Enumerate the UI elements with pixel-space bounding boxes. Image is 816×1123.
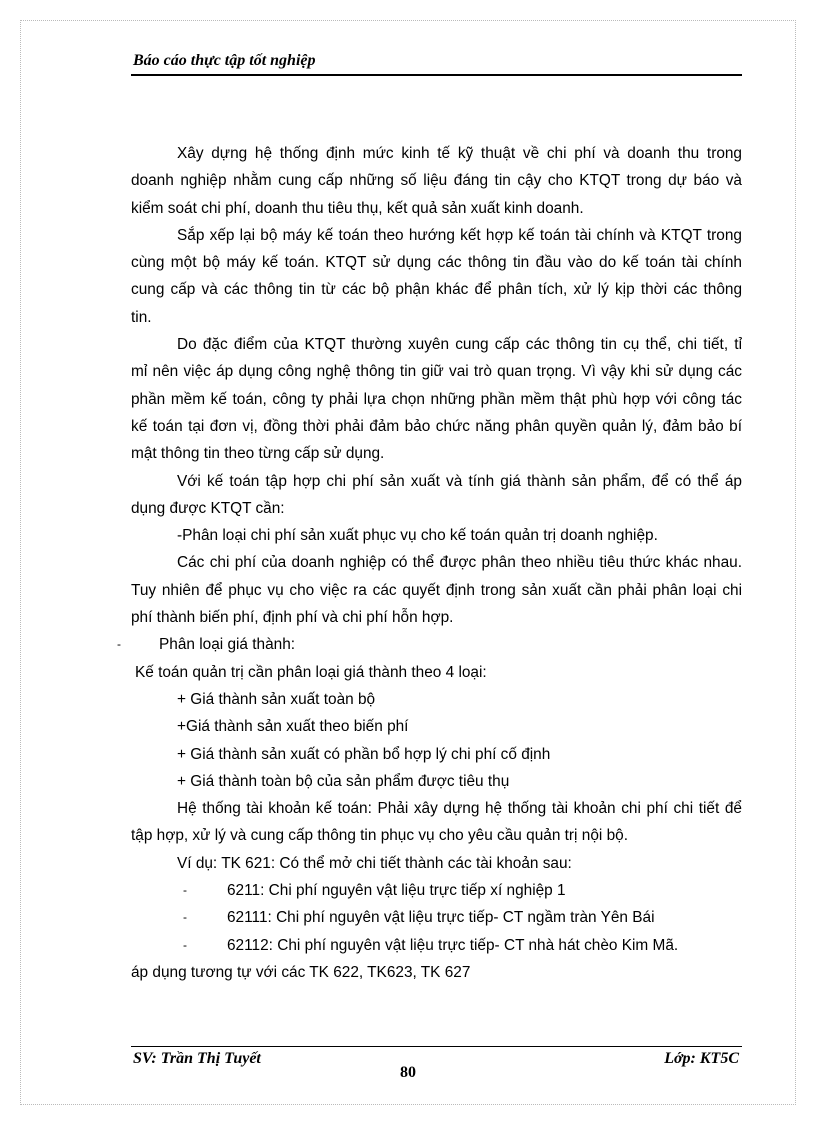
text-line: cùng một bộ máy kế toán. KTQT sử dụng các thông tin đầu vào do kế toán tài chính [131, 254, 742, 272]
account-item [131, 904, 742, 931]
header-title: Báo cáo thực tập tốt nghiệp [133, 52, 316, 69]
text-line: áp dụng tương tự với các TK 622, TK623, TK 627 [131, 963, 471, 981]
bullet-mark: - [183, 883, 187, 898]
text-line: Ví dụ: TK 621: Có thể mở chi tiết thành các tài khoản sau: [177, 854, 572, 872]
text-line: kế toán tại đơn vị, đồng thời phải đảm bảo chức năng phân quyền quản lý, đảm bảo bí [131, 417, 742, 435]
list-item: +Giá thành sản xuất theo biến phí [177, 718, 409, 736]
footer-student: SV: Trần Thị Tuyết [133, 1050, 261, 1067]
text-line: Với kế toán tập hợp chi phí sản xuất và tính giá thành sản phẩm, để có thể áp [177, 472, 742, 490]
account-text: 62112: Chi phí nguyên vật liệu trực tiếp- CT nhà hát chèo Kim Mã. [227, 936, 679, 954]
page-number: 80 [400, 1064, 416, 1081]
list-item: + Giá thành sản xuất có phần bổ hợp lý chi phí cố định [177, 745, 551, 763]
text-line: mỉ nên việc áp dụng công nghệ thông tin giữ vai trò quan trọng. Vì vậy khi sử dụng các [131, 363, 742, 381]
text-line: phần mềm kế toán, công ty phải lựa chọn những phần mềm thật phù hợp với công tác [131, 390, 742, 408]
text-line: cung cấp và các thông tin từ các bộ phận khác để phân tích, xử lý kịp thời các thông [131, 281, 742, 299]
bullet-mark: - [183, 910, 187, 925]
footer-rule [131, 1046, 742, 1047]
text-line: Các chi phí của doanh nghiệp có thể được phân theo nhiều tiêu thức khác nhau. [177, 554, 742, 572]
text-line: phí thành biến phí, định phí và chi phí hỗn hợp. [131, 609, 454, 627]
text-line: Sắp xếp lại bộ máy kế toán theo hướng kết hợp kế toán tài chính và KTQT trong [177, 226, 742, 244]
bullet-mark: - [117, 637, 121, 652]
heading-text: Phân loại giá thành: [159, 636, 296, 654]
footer-class: Lớp: KT5C [664, 1050, 739, 1067]
account-item [131, 932, 742, 959]
account-text: 62111: Chi phí nguyên vật liệu trực tiếp- CT ngầm tràn Yên Bái [227, 909, 655, 927]
text-line: tin. [131, 308, 152, 326]
text-line: tập hợp, xử lý và cung cấp thông tin phục vụ cho yêu cầu quản trị nội bộ. [131, 827, 628, 845]
list-item: + Giá thành toàn bộ của sản phẩm được tiêu thụ [177, 772, 510, 790]
text-line: kiểm soát chi phí, doanh thu tiêu thụ, kết quả sản xuất kinh doanh. [131, 199, 584, 217]
text-line: -Phân loại chi phí sản xuất phục vụ cho kế toán quản trị doanh nghiệp. [177, 527, 658, 545]
price-classification-heading [117, 631, 742, 658]
text-line: mật thông tin theo từng cấp sử dụng. [131, 445, 385, 463]
text-line: dụng được KTQT cần: [131, 499, 285, 517]
text-line: Hệ thống tài khoản kế toán: Phải xây dựng hệ thống tài khoản chi phí chi tiết để [177, 800, 742, 818]
text-line: Xây dựng hệ thống định mức kinh tế kỹ thuật về chi phí và doanh thu trong [177, 145, 742, 162]
text-line: doanh nghiệp nhằm cung cấp những số liệu đáng tin cậy cho KTQT trong dự báo và [131, 172, 742, 190]
text-line: Kế toán quản trị cần phân loại giá thành theo 4 loại: [135, 663, 487, 681]
list-item: + Giá thành sản xuất toàn bộ [177, 690, 376, 708]
bullet-mark: - [183, 937, 187, 952]
account-item [131, 877, 742, 904]
text-line: Do đặc điểm của KTQT thường xuyên cung cấp các thông tin cụ thể, chi tiết, tỉ [177, 336, 742, 354]
header-rule [131, 74, 742, 76]
account-text: 6211: Chi phí nguyên vật liệu trực tiếp xí nghiệp 1 [227, 882, 566, 900]
document-body [117, 140, 742, 986]
text-line: Tuy nhiên để phục vụ cho việc ra các quyết định trong sản xuất cần phải phân loại chi [131, 581, 742, 599]
